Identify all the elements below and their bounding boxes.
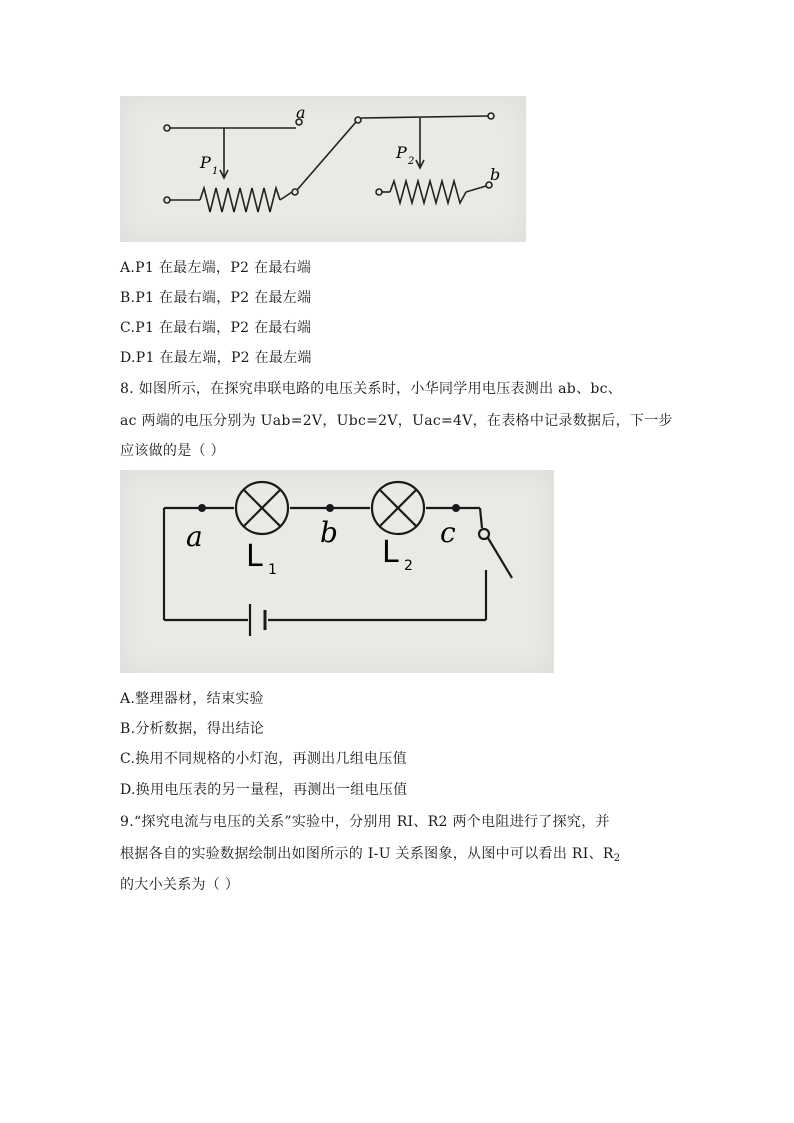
- label-b: b: [320, 516, 338, 549]
- label-p2: P: [396, 143, 407, 162]
- label-l2-sub: 2: [404, 558, 413, 574]
- q9-stem-line3: 的大小关系为（ ）: [120, 877, 240, 893]
- q8-option-b: B.分析数据，得出结论: [120, 721, 265, 737]
- q7-option-a: A.P1 在最左端，P2 在最右端: [120, 260, 312, 276]
- q9-stem-line2: [120, 843, 620, 864]
- label-p2-sub: 2: [408, 156, 415, 167]
- q7-option-b: B.P1 在最右端，P2 在最左端: [120, 290, 312, 306]
- q8-option-a: A.整理器材，结束实验: [120, 691, 264, 707]
- q7-option-c: C.P1 在最右端，P2 在最右端: [120, 320, 312, 336]
- label-c: c: [440, 516, 456, 549]
- label-p1: P: [200, 153, 211, 172]
- q8-stem-line2: ac 两端的电压分别为 Uab=2V，Ubc=2V，Uac=4V，在表格中记录数据后，下一步: [120, 413, 673, 429]
- label-l1: L: [246, 539, 263, 574]
- q9-stem-line1: 9.“探究电流与电压的关系”实验中，分别用 RI、R2 两个电阻进行了探究，并: [120, 814, 610, 830]
- label-l1-sub: 1: [268, 562, 277, 578]
- rheostat-figure: [120, 96, 526, 242]
- label-b: b: [490, 165, 501, 184]
- r2-subscript: 2: [613, 853, 621, 864]
- q9-stem-line2-text: 根据各自的实验数据绘制出如图所示的 I-U 关系图象，从图中可以看出 RI、R: [120, 846, 614, 862]
- label-a: a: [296, 103, 306, 122]
- rheostat-diagram: [120, 96, 526, 242]
- label-a: a: [186, 520, 203, 553]
- label-p1-sub: 1: [212, 166, 219, 177]
- q8-option-d: D.换用电压表的另一量程，再测出一组电压值: [120, 782, 408, 798]
- q8-stem-line1: 8. 如图所示，在探究串联电路的电压关系时，小华同学用电压表测出 ab、bc、: [120, 381, 623, 397]
- series-circuit-figure: [120, 470, 554, 673]
- label-l2: L: [382, 535, 399, 570]
- q7-option-d: D.P1 在最左端，P2 在最左端: [120, 350, 312, 366]
- q8-stem-line3: 应该做的是（ ）: [120, 443, 225, 459]
- series-circuit-diagram: [120, 470, 554, 673]
- q8-option-c: C.换用不同规格的小灯泡，再测出几组电压值: [120, 751, 407, 767]
